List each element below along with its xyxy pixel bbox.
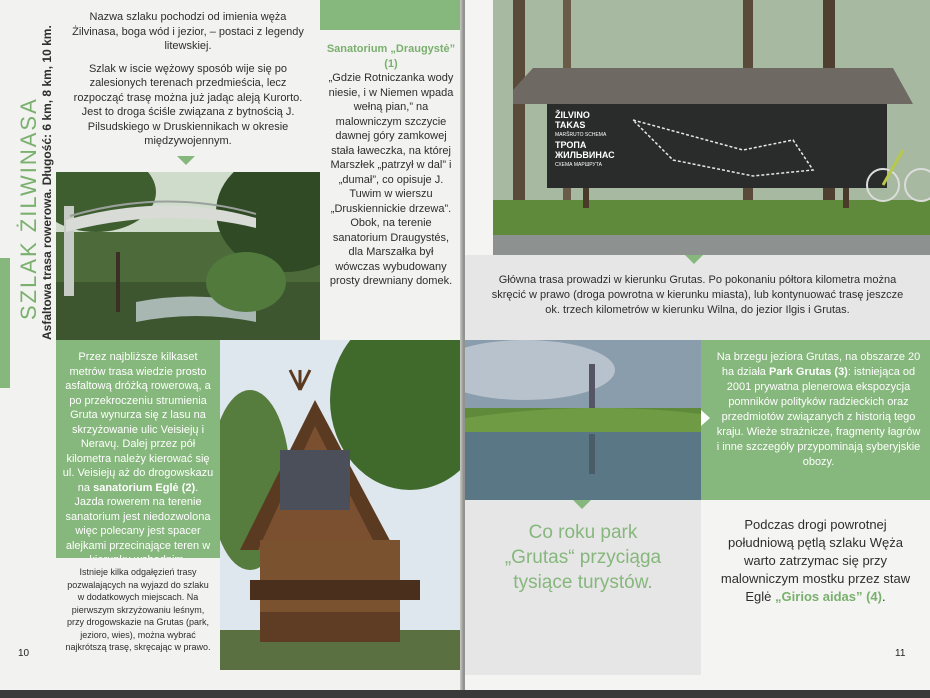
sanatorium-egle-link: sanatorium Eglė (2) — [93, 481, 196, 494]
quote-text: Co roku park „Grutas“ przyciąga tysiące turystów. — [504, 522, 662, 593]
sign-line-1: ŽILVINO — [555, 110, 590, 120]
grutas-box — [701, 340, 930, 500]
left-page — [0, 0, 462, 690]
return-text-after: . — [881, 589, 886, 604]
main-route-text: Główna trasa prowadzi w kierunku Grutas. Po pokonaniu półtora kilometra można skręcić w prawo (droga powrotna w kierunku miasta), lub kontynuować trasę jeszcze ok. trzech kilometrów w kierunku Wilna, do jezior Ilgis i Grutas. — [491, 274, 904, 316]
down-arrow-icon-2 — [685, 255, 703, 264]
right-arrow-icon — [701, 410, 710, 426]
sign-line-5: ЖИЛЬВИНАС — [555, 150, 615, 160]
route-subtitle: Asfaltowa trasa rowerowa. Długość: 6 km, 8 km, 10 km. — [40, 25, 54, 340]
down-arrow-icon-3 — [573, 500, 591, 509]
route-text-after: . Jazda rowerem na terenie sanatorium jest niedozwolona więc polecany jest spacer alejkami przecinające teren w — [65, 481, 211, 552]
intro-paragraph-1: Nazwa szlaku pochodzi od imienia węża Żilvinasa, boga wód i jezior, – postaci z legendy litewskiej. — [72, 11, 304, 52]
quote-box — [465, 500, 701, 675]
sanatorium-heading: Sanatorium „Draugystė” (1) — [326, 43, 456, 70]
vertical-title-block — [6, 20, 54, 340]
grutas-text-after: : istniejąca od 2001 prywatna plenerowa ekspozycja pomników polityków radzieckich oraz przedmiotów związanych z historią tego kraju. Wieże strażnicze, fragmenty łagrów i inne szczegóły przypominają syberyjskie obozy. — [716, 366, 921, 468]
bridge-photo — [56, 172, 320, 340]
intro-paragraph-2: Szlak w iscie wężowy sposób wije się po zalesionych terenach przedmieścia, lecz rozpocząć trasę można już jadąc aleją Kurorto. Jest to droga ściśle związana z bytnością J. Pilsudskiego w Druskiennikach w okresie międzywojennym. — [73, 62, 303, 147]
green-header-strip — [320, 0, 462, 30]
right-page — [465, 0, 930, 690]
page-number-right: 11 — [895, 648, 906, 659]
lake-photo — [465, 340, 701, 500]
sign-line-3: MARŠRUTO SCHEMA — [555, 132, 607, 138]
grutas-text-before: Na brzegu jeziora Grutas, na obszarze 20 ha działa — [716, 351, 921, 378]
main-route-box — [465, 255, 930, 340]
route-box — [56, 340, 220, 558]
return-text-before: Podczas drogi powrotnej południową pętlą szlaku Węża warto zatrzymac się przy malowniczym mostku przez staw Eglė — [720, 517, 911, 604]
trail-sign-photo — [493, 0, 930, 255]
sign-line-2: TAKAS — [555, 120, 586, 130]
note-text: Istnieje kilka odgałęzień trasy pozwalających na wyjazd do szlaku w dodatkowych miejscach. Na pierwszym skrzyżowaniu leśnym, przy drogowskazie na Grutas (park, jezioro, wies), można wybrać najkrótszą trasę, skręcając w prawo. — [65, 567, 211, 652]
sign-line-4: ТРОПА — [555, 140, 587, 150]
park-grutas-link: Park Grutas (3) — [768, 366, 848, 378]
girios-aidas-link: „Girios aidas” (4) — [775, 589, 882, 604]
sign-text — [555, 110, 635, 170]
route-title: SZLAK ŻILWINASA — [16, 97, 41, 320]
down-arrow-icon — [177, 156, 195, 165]
sanatorium-body: „Gdzie Rotniczanka wody niesie, i w Niemen wpada wełną pian,” na malowniczym szczycie dawnej góry zamkowej stała ławeczka, na której Marszłek „patrzył w dal” i „dumał”, co opisuje J. Tuwim w wierszu „Druskiennickie drzewa”. Obok, na terenie sanatorium Draugystés, dla Marszałka był wówczas wybudowany prosty drewniany domek. — [328, 72, 454, 287]
route-text-before: Przez najbliższe kilkaset metrów trasa wiedzie prosto asfaltową dróżką rowerową, a po przekroczeniu strumienia Gruta wynurza się z lasu na skrzyżowanie ulic Veisiejų i Neravų. Dalej przez pół kilometra należy kierować się ul. Veisiejų aż do drogowskazu na — [62, 351, 214, 494]
note-box — [56, 558, 220, 670]
green-edge-bar — [0, 258, 10, 388]
intro-box — [56, 0, 320, 172]
sign-line-6: СХЕМА МАРШРУТА — [555, 162, 602, 168]
page-number-left: 10 — [18, 648, 30, 659]
sanatorium-box — [320, 30, 462, 340]
wooden-house-photo — [220, 340, 462, 670]
